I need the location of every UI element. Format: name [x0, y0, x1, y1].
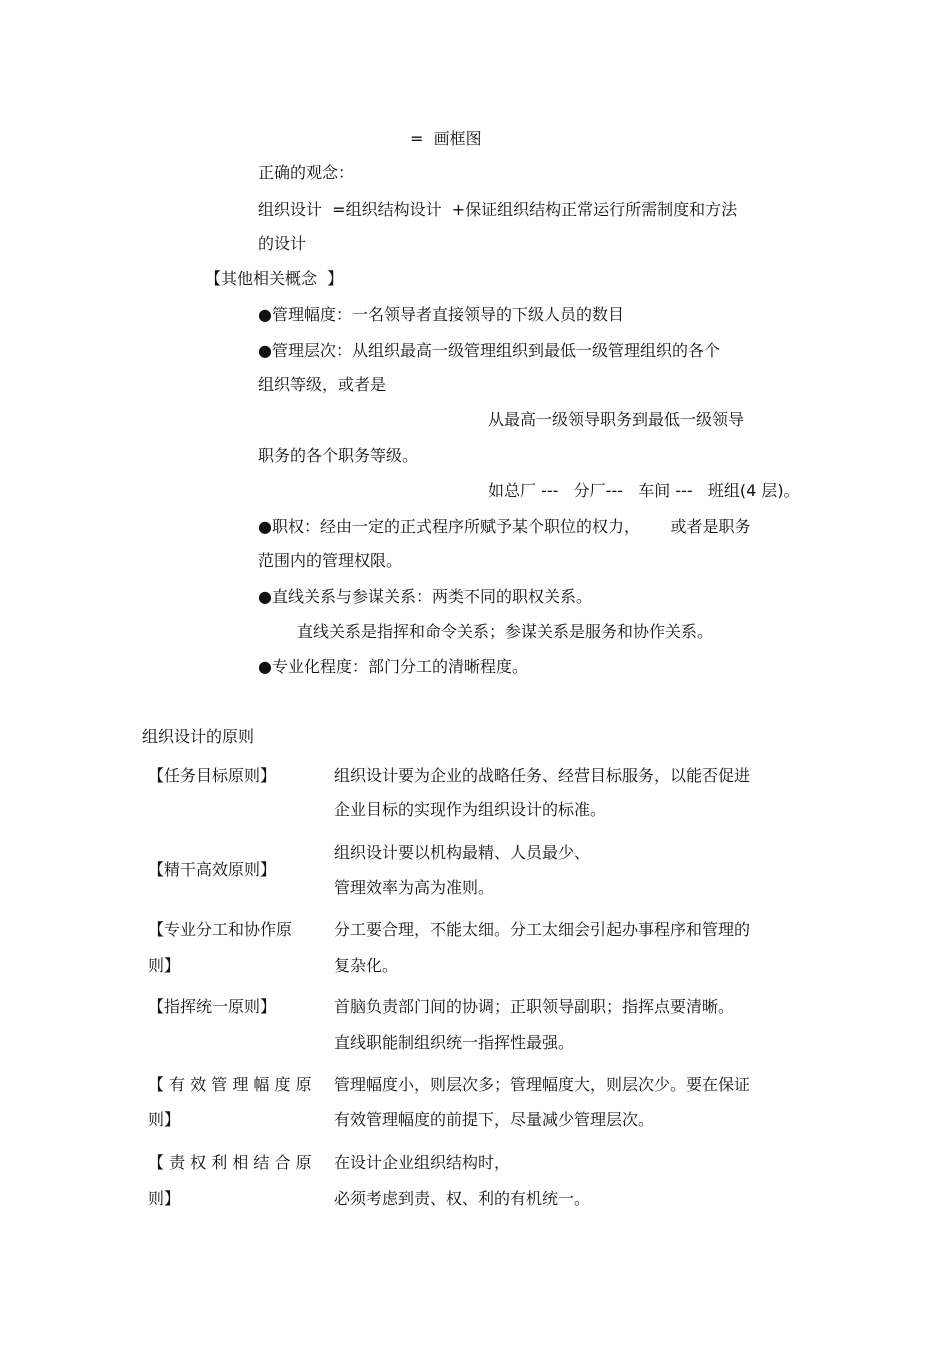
line-staff-line-2: 直线关系是指挥和命令关系；参谋关系是服务和协作关系。: [297, 622, 714, 641]
principle-desc-line-2: 必须考虑到责、权、利的有机统一。: [334, 1189, 591, 1208]
authority-line-2: 范围内的管理权限。: [258, 551, 403, 570]
principle-name-cont: 则】: [148, 956, 181, 975]
authority-line-1: ●职权：经由一定的正式程序所赋予某个职位的权力， 或者是职务: [258, 517, 751, 536]
principle-desc-line-1: 组织设计要为企业的战略任务、经营目标服务，以能否促进: [334, 766, 751, 785]
concept-line-3: 组织设计 =组织结构设计 +保证组织结构正常运行所需制度和方法: [258, 200, 738, 219]
management-level-line-3: 从最高一级领导职务到最低一级领导: [488, 410, 745, 429]
management-level-line-2: 组织等级，或者是: [258, 375, 387, 394]
principle-name-cont: 则】: [148, 1110, 181, 1129]
principle-desc-line-2: 复杂化。: [334, 956, 399, 975]
concept-line-2: 正确的观念：: [258, 163, 355, 182]
concept-line-4: 的设计: [258, 234, 307, 253]
principle-name: 【 有 效 管 理 幅 度 原: [148, 1075, 312, 1094]
concept-line-1: = 画框图: [410, 129, 482, 148]
span-of-control: ●管理幅度：一名领导者直接领导的下级人员的数目: [258, 305, 624, 324]
principle-name: 【任务目标原则】: [148, 766, 277, 785]
principles-title: 组织设计的原则: [142, 727, 255, 746]
principle-desc-line-2: 直线职能制组织统一指挥性最强。: [334, 1033, 575, 1052]
principle-desc-line-2: 企业目标的实现作为组织设计的标准。: [334, 800, 607, 819]
principle-name-cont: 则】: [148, 1189, 181, 1208]
related-heading: 【其他相关概念 】: [205, 269, 344, 288]
specialization-line: ●专业化程度：部门分工的清晰程度。: [258, 657, 528, 676]
principle-desc-line-2: 有效管理幅度的前提下，尽量减少管理层次。: [334, 1110, 655, 1129]
principle-desc-line-1: 在设计企业组织结构时，: [334, 1153, 511, 1172]
principle-desc-line-1: 管理幅度小，则层次多；管理幅度大，则层次少。要在保证: [334, 1075, 751, 1094]
principle-desc-line-1: 组织设计要以机构最精、人员最少、: [334, 843, 591, 862]
principle-name: 【 责 权 利 相 结 合 原: [148, 1153, 312, 1172]
principle-name: 【专业分工和协作原: [148, 920, 293, 939]
principle-name: 【指挥统一原则】: [148, 997, 277, 1016]
principle-name: 【精干高效原则】: [148, 860, 277, 879]
principle-desc-line-1: 首脑负责部门间的协调；正职领导副职；指挥点要清晰。: [334, 997, 735, 1016]
management-level-example: 如总厂 --- 分厂--- 车间 --- 班组(4 层)。: [488, 481, 800, 500]
principle-desc-line-1: 分工要合理，不能太细。分工太细会引起办事程序和管理的: [334, 920, 751, 939]
line-staff-line-1: ●直线关系与参谋关系：两类不同的职权关系。: [258, 587, 592, 606]
principle-desc-line-2: 管理效率为高为准则。: [334, 878, 495, 897]
management-level-line-4: 职务的各个职务等级。: [258, 446, 419, 465]
management-level-line-1: ●管理层次：从组织最高一级管理组织到最低一级管理组织的各个: [258, 341, 720, 360]
